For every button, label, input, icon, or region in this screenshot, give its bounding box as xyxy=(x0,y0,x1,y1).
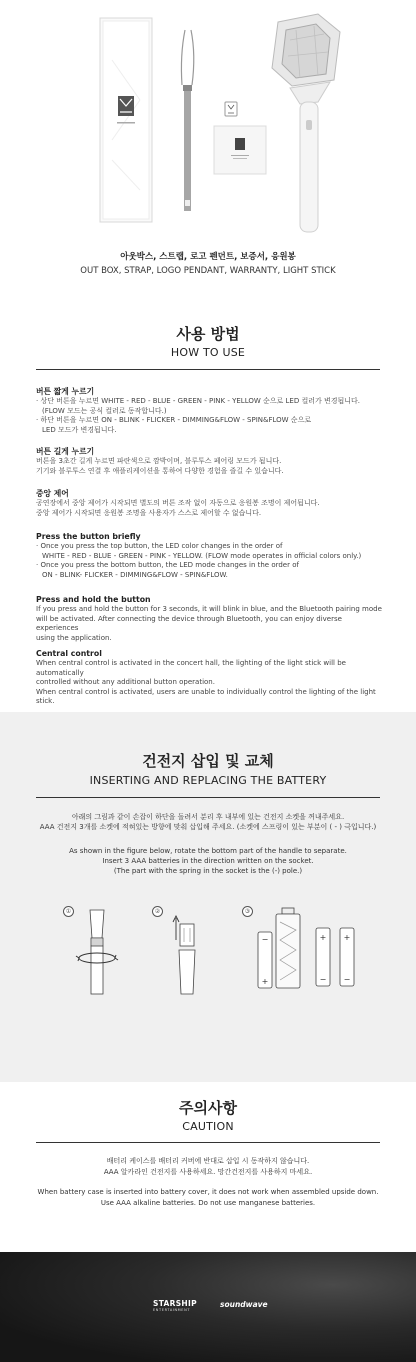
svg-text:−: − xyxy=(319,975,327,984)
caution-title-kr: 주의사항 xyxy=(179,1099,237,1117)
short-press-en-line: · Once you press the bottom button, the LED mode changes in the order of xyxy=(36,561,299,570)
short-press-kr-line: · 하단 버튼을 누르면 ON - BLINK - FLICKER - DIMMING&FLOW - SPIN&FLOW 순으로 xyxy=(36,416,312,425)
caution-text-kr-line: 배터리 케이스를 배터리 커버에 반대로 삽입 시 동작하지 않습니다. xyxy=(106,1157,310,1165)
products-caption-kr: 아웃박스, 스트랩, 로고 펜던트, 보증서, 응원봉 xyxy=(120,252,296,262)
battery-title-en: INSERTING AND REPLACING THE BATTERY xyxy=(89,774,327,787)
long-press-en-line: If you press and hold the button for 3 seconds, it will blink in blue, and the Bluetooth pairing mode xyxy=(36,605,382,613)
short-press-kr-heading: 버튼 짧게 누르기 xyxy=(36,387,95,396)
long-press-en xyxy=(36,594,382,643)
long-press-kr-heading: 버튼 길게 누르기 xyxy=(36,447,95,456)
battery-title-kr: 건전지 삽입 및 교체 xyxy=(142,752,274,770)
logo-pendant xyxy=(225,102,237,116)
divider xyxy=(36,369,380,370)
short-press-kr-line: LED 모드가 변경됩니다. xyxy=(42,425,117,434)
short-press-kr xyxy=(36,386,382,435)
divider xyxy=(36,1142,380,1143)
svg-text:+: + xyxy=(343,933,351,942)
short-press-kr-line: · 상단 버튼을 누르면 WHITE - RED - BLUE - GREEN - PINK - YELLOW 순으로 LED 컬러가 변경됩니다. xyxy=(36,397,361,405)
how-to-use-title-en: HOW TO USE xyxy=(170,346,246,359)
step-3-badge: ③ xyxy=(242,906,253,917)
short-press-kr-line: (FLOW 모드는 공식 컬러로 동작합니다.) xyxy=(42,406,167,415)
caution-text-en-line: When battery case is inserted into battery cover, it does not work when assembled upside down. xyxy=(37,1188,379,1196)
divider xyxy=(36,797,380,798)
central-en-heading: Central control xyxy=(36,649,102,658)
product-photo xyxy=(0,0,416,240)
step-2-illustration xyxy=(173,916,195,994)
battery-text-kr xyxy=(20,812,396,832)
footer xyxy=(0,1252,416,1362)
central-kr-line: 공연장에서 중앙 제어가 시작되면 별도의 버튼 조작 없이 자동으로 응원봉 조명이 제어됩니다. xyxy=(36,499,320,507)
battery-text-kr-line: AAA 건전지 3개를 소켓에 적혀있는 방향에 맞춰 삽입해 주세요. (소켓에 스프링이 있는 부분이 ( - ) 극입니다.) xyxy=(39,823,377,831)
svg-text:−: − xyxy=(343,975,351,984)
svg-text:−: − xyxy=(261,935,269,944)
long-press-kr-line: 기기와 블루투스 연결 후 애플리케이션을 통하여 다양한 경험을 즐길 수 있습니다. xyxy=(36,466,284,475)
battery-text-en xyxy=(20,846,396,876)
long-press-en-line: will be activated. After connecting the device through Bluetooth, you can enjoy diverse experiences xyxy=(36,614,342,633)
step-1-illustration xyxy=(76,910,118,994)
step-3-illustration xyxy=(258,908,354,988)
battery-text-en-line: (The part with the spring in the socket is the (-) pole.) xyxy=(113,867,303,875)
products-caption-en: OUT BOX, STRAP, LOGO PENDANT, WARRANTY, LIGHT STICK xyxy=(80,266,336,276)
step-2-badge: ② xyxy=(152,906,163,917)
central-en-line: When central control is activated, users are unable to individually control the lighting of the light stick. xyxy=(36,687,376,706)
out-box xyxy=(100,18,152,222)
central-kr-heading: 중앙 제어 xyxy=(36,489,69,498)
short-press-en xyxy=(36,531,382,580)
caution-text-en-line: Use AAA alkaline batteries. Do not use manganese batteries. xyxy=(100,1198,316,1207)
product-illustration xyxy=(0,0,416,240)
footer-background xyxy=(0,1252,416,1362)
central-en-line: controlled without any additional button operation. xyxy=(36,678,215,687)
battery-diagram xyxy=(0,900,416,1010)
central-en-line: When central control is activated in the concert hall, the lighting of the light stick will be automatically xyxy=(36,659,346,677)
battery-text-en-line: As shown in the figure below, rotate the bottom part of the handle to separate. xyxy=(69,847,347,855)
short-press-en-line: · Once you press the top button, the LED color changes in the order of xyxy=(36,542,283,550)
svg-text:+: + xyxy=(261,977,269,986)
central-kr xyxy=(36,488,382,518)
how-to-use-title-kr: 사용 방법 xyxy=(176,325,240,343)
short-press-en-line: WHITE - RED - BLUE - GREEN - PINK - YELLOW. (FLOW mode operates in official colors only.) xyxy=(42,551,362,560)
short-press-en-line: ON - BLINK- FLICKER - DIMMING&FLOW - SPIN&FLOW. xyxy=(42,570,228,579)
svg-text:+: + xyxy=(319,933,327,942)
light-stick xyxy=(272,14,340,232)
caution-text-kr xyxy=(20,1156,396,1177)
long-press-en-line: using the application. xyxy=(36,633,112,642)
caution-title-en: CAUTION xyxy=(182,1120,234,1133)
warranty xyxy=(214,126,266,174)
caution-text-en xyxy=(20,1187,396,1208)
long-press-kr-line: 버튼을 3초간 길게 누르면 파란색으로 깜박이며, 블루투스 페어링 모드가 됩니다. xyxy=(36,457,282,465)
long-press-kr xyxy=(36,446,382,476)
central-kr-line: 중앙 제어가 시작되면 응원봉 조명을 사용자가 스스로 제어할 수 없습니다. xyxy=(36,508,262,517)
starship-logo: STARSHIP xyxy=(153,1299,197,1308)
step-1-badge: ① xyxy=(63,906,74,917)
central-en xyxy=(36,648,382,707)
strap xyxy=(181,30,193,211)
battery-text-kr-line: 아래의 그림과 같이 손잡이 하단을 돌려서 분리 후 내부에 있는 건전지 소켓을 꺼내주세요. xyxy=(71,813,345,821)
soundwave-logo: soundwave xyxy=(220,1300,268,1309)
battery-text-en-line: Insert 3 AAA batteries in the direction written on the socket. xyxy=(102,857,314,865)
caution-text-kr-line: AAA 알카라인 건전지를 사용하세요. 망간건전지를 사용하지 마세요. xyxy=(103,1167,313,1176)
short-press-en-heading: Press the button briefly xyxy=(36,532,141,541)
starship-logo-sub: ENTERTAINMENT xyxy=(153,1308,191,1312)
long-press-en-heading: Press and hold the button xyxy=(36,595,151,604)
